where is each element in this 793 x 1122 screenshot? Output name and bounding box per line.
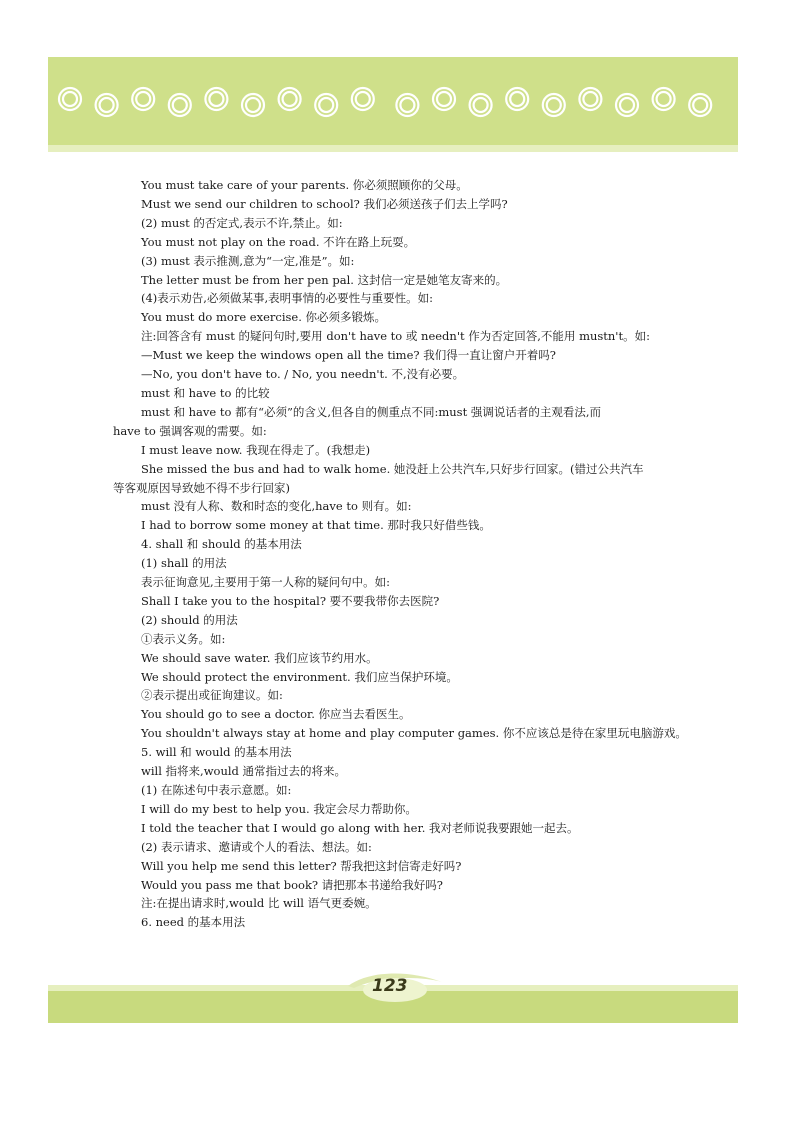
text-line: We should protect the environment. 我们应当保护环境。: [141, 669, 458, 684]
text-line: ①表示义务。如:: [141, 631, 226, 646]
page-number: 123: [372, 976, 408, 996]
text-line: 注:回答含有 must 的疑问句时,要用 don't have to 或 needn't 作为否定回答,不能用 mustn't。如:: [141, 329, 650, 344]
page-number-badge: [340, 968, 450, 1008]
ring-icon: [510, 92, 524, 106]
text-line: You should go to see a doctor. 你应当去看医生。: [141, 707, 411, 722]
text-line: Would you pass me that book? 请把那本书递给我好吗?: [141, 877, 443, 892]
ring-icon: [620, 98, 634, 112]
text-line: You shouldn't always stay at home and play computer games. 你不应该总是待在家里玩电脑游戏。: [141, 726, 687, 741]
text-line: (1) shall 的用法: [141, 556, 227, 571]
ring-icon: [693, 98, 707, 112]
text-line: (4)表示劝告,必须做某事,表明事情的必要性与重要性。如:: [141, 291, 433, 306]
ring-icon: [474, 98, 488, 112]
ring-icon: [100, 98, 114, 112]
text-line: I told the teacher that I would go along with her. 我对老师说我要跟她一起去。: [141, 820, 579, 835]
text-line: 表示征询意见,主要用于第一人称的疑问句中。如:: [141, 575, 391, 590]
text-line: (3) must 表示推测,意为“一定,准是”。如:: [141, 253, 355, 268]
ring-icon: [657, 92, 671, 106]
text-line: The letter must be from her pen pal. 这封信一定是她笔友寄来的。: [141, 272, 508, 287]
text-line: have to 强调客观的需要。如:: [113, 423, 267, 438]
ring-icon: [209, 92, 223, 106]
section-heading: 6. need 的基本用法: [141, 915, 246, 930]
text-line: She missed the bus and had to walk home. 她没赶上公共汽车,只好步行回家。(错过公共汽车: [141, 461, 644, 476]
section-heading: 5. will 和 would 的基本用法: [141, 745, 292, 760]
text-line: (2) must 的否定式,表示不许,禁止。如:: [141, 215, 343, 230]
text-line: I had to borrow some money at that time. 那时我只好借些钱。: [141, 518, 491, 533]
ring-icon: [583, 92, 597, 106]
text-line: Must we send our children to school? 我们必须送孩子们去上学吗?: [141, 196, 508, 211]
text-line: I will do my best to help you. 我定会尽力帮助你。: [141, 801, 417, 816]
text-line: You must do more exercise. 你必须多锻炼。: [141, 310, 387, 325]
text-line: We should save water. 我们应该节约用水。: [141, 650, 378, 665]
text-line: 等客观原因导致她不得不步行回家): [113, 480, 290, 495]
text-line: ②表示提出或征询建议。如:: [141, 688, 283, 703]
section-heading: 4. shall 和 should 的基本用法: [141, 537, 302, 552]
text-line: (2) 表示请求、邀请或个人的看法、想法。如:: [141, 839, 372, 854]
text-line: Shall I take you to the hospital? 要不要我带你去医院?: [141, 593, 440, 608]
ring-icon: [136, 92, 150, 106]
text-line: Will you help me send this letter? 帮我把这封信寄走好吗?: [141, 858, 462, 873]
text-body: [113, 176, 693, 932]
text-line: must 和 have to 的比较: [141, 385, 270, 400]
ring-icon: [547, 98, 561, 112]
ring-icon: [400, 98, 414, 112]
text-line: must 和 have to 都有“必须”的含义,但各自的侧重点不同:must 强调说话者的主观看法,而: [141, 404, 601, 419]
text-line: You must take care of your parents. 你必须照顾你的父母。: [141, 178, 468, 192]
header-ring-decoration: [48, 57, 738, 145]
text-line: will 指将来,would 通常指过去的将来。: [141, 764, 347, 779]
ring-icon: [246, 98, 260, 112]
text-line: (2) should 的用法: [141, 612, 238, 627]
ring-icon: [173, 98, 187, 112]
text-line: 注:在提出请求时,would 比 will 语气更委婉。: [141, 896, 377, 911]
ring-icon: [319, 98, 333, 112]
text-line: I must leave now. 我现在得走了。(我想走): [141, 442, 371, 457]
ring-icon: [356, 92, 370, 106]
ring-icon: [283, 92, 297, 106]
text-line: (1) 在陈述句中表示意愿。如:: [141, 783, 292, 797]
ring-icon: [437, 92, 451, 106]
text-line: must 没有人称、数和时态的变化,have to 则有。如:: [141, 499, 412, 514]
text-line: You must not play on the road. 不许在路上玩耍。: [141, 234, 416, 249]
ring-icon: [63, 92, 77, 106]
header-strip: [48, 145, 738, 152]
text-line: —No, you don't have to. / No, you needn't. 不,没有必要。: [141, 367, 465, 382]
text-line: —Must we keep the windows open all the time? 我们得一直让窗户开着吗?: [141, 348, 556, 363]
